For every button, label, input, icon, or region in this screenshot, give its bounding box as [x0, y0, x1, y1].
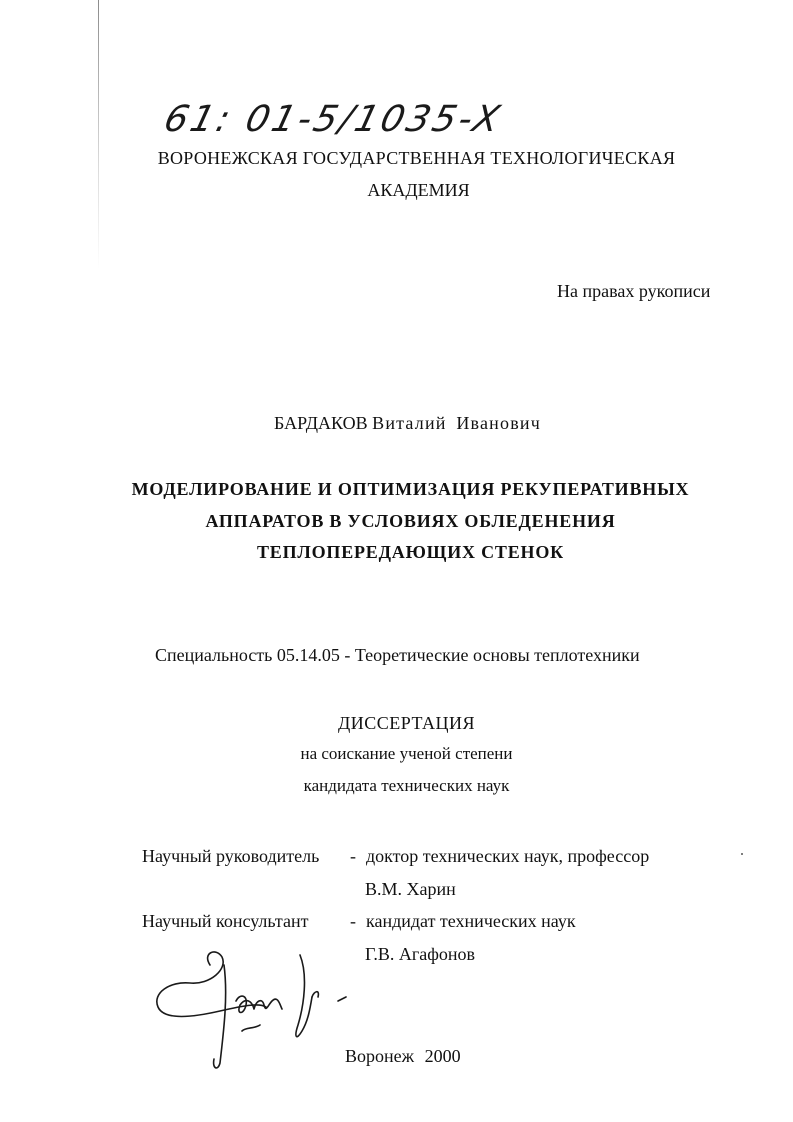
specialty-line: Специальность 05.14.05 - Теоретические основы теплотехники — [155, 645, 640, 665]
supervisor-name: В.М. Харин — [365, 879, 456, 899]
supervisor-dash: - — [350, 846, 356, 866]
thesis-title-line-2: АППАРАТОВ В УСЛОВИЯХ ОБЛЕДЕНЕНИЯ — [205, 511, 616, 531]
degree-name: кандидата технических наук — [303, 776, 510, 795]
author-name — [0, 413, 793, 434]
consultant-name: Г.В. Агафонов — [365, 944, 476, 964]
dissertation-type: ДИССЕРТАЦИЯ — [337, 713, 476, 733]
organization-name-line-2: АКАДЕМИЯ — [367, 180, 470, 200]
author-given-names: Виталий Иванович — [372, 413, 541, 433]
handwritten-signature — [150, 945, 360, 1075]
supervisor-description: доктор технических наук, профессор — [366, 846, 650, 866]
supervisor-role: Научный руководитель — [142, 846, 320, 866]
consultant-description: кандидат технических наук — [366, 911, 576, 931]
author-surname: БАРДАКОВ — [274, 413, 368, 433]
scan-edge-line — [98, 0, 99, 270]
thesis-title-line-1: МОДЕЛИРОВАНИЕ И ОПТИМИЗАЦИЯ РЕКУПЕРАТИВНЫХ — [131, 479, 690, 499]
handwritten-catalog-code: 61: 01-5/1035-X — [160, 99, 507, 140]
thesis-title-line-3: ТЕПЛОПЕРЕДАЮЩИХ СТЕНОК — [256, 542, 564, 562]
degree-purpose: на соискание ученой степени — [300, 744, 513, 763]
consultant-dash: - — [350, 911, 356, 931]
scan-speck — [741, 853, 743, 855]
place-and-year: Воронеж 2000 — [345, 1046, 461, 1066]
consultant-role: Научный консультант — [142, 911, 309, 931]
organization-name-line-1: ВОРОНЕЖСКАЯ ГОСУДАРСТВЕННАЯ ТЕХНОЛОГИЧЕСКАЯ — [157, 148, 676, 168]
rights-note: На правах рукописи — [557, 281, 711, 301]
